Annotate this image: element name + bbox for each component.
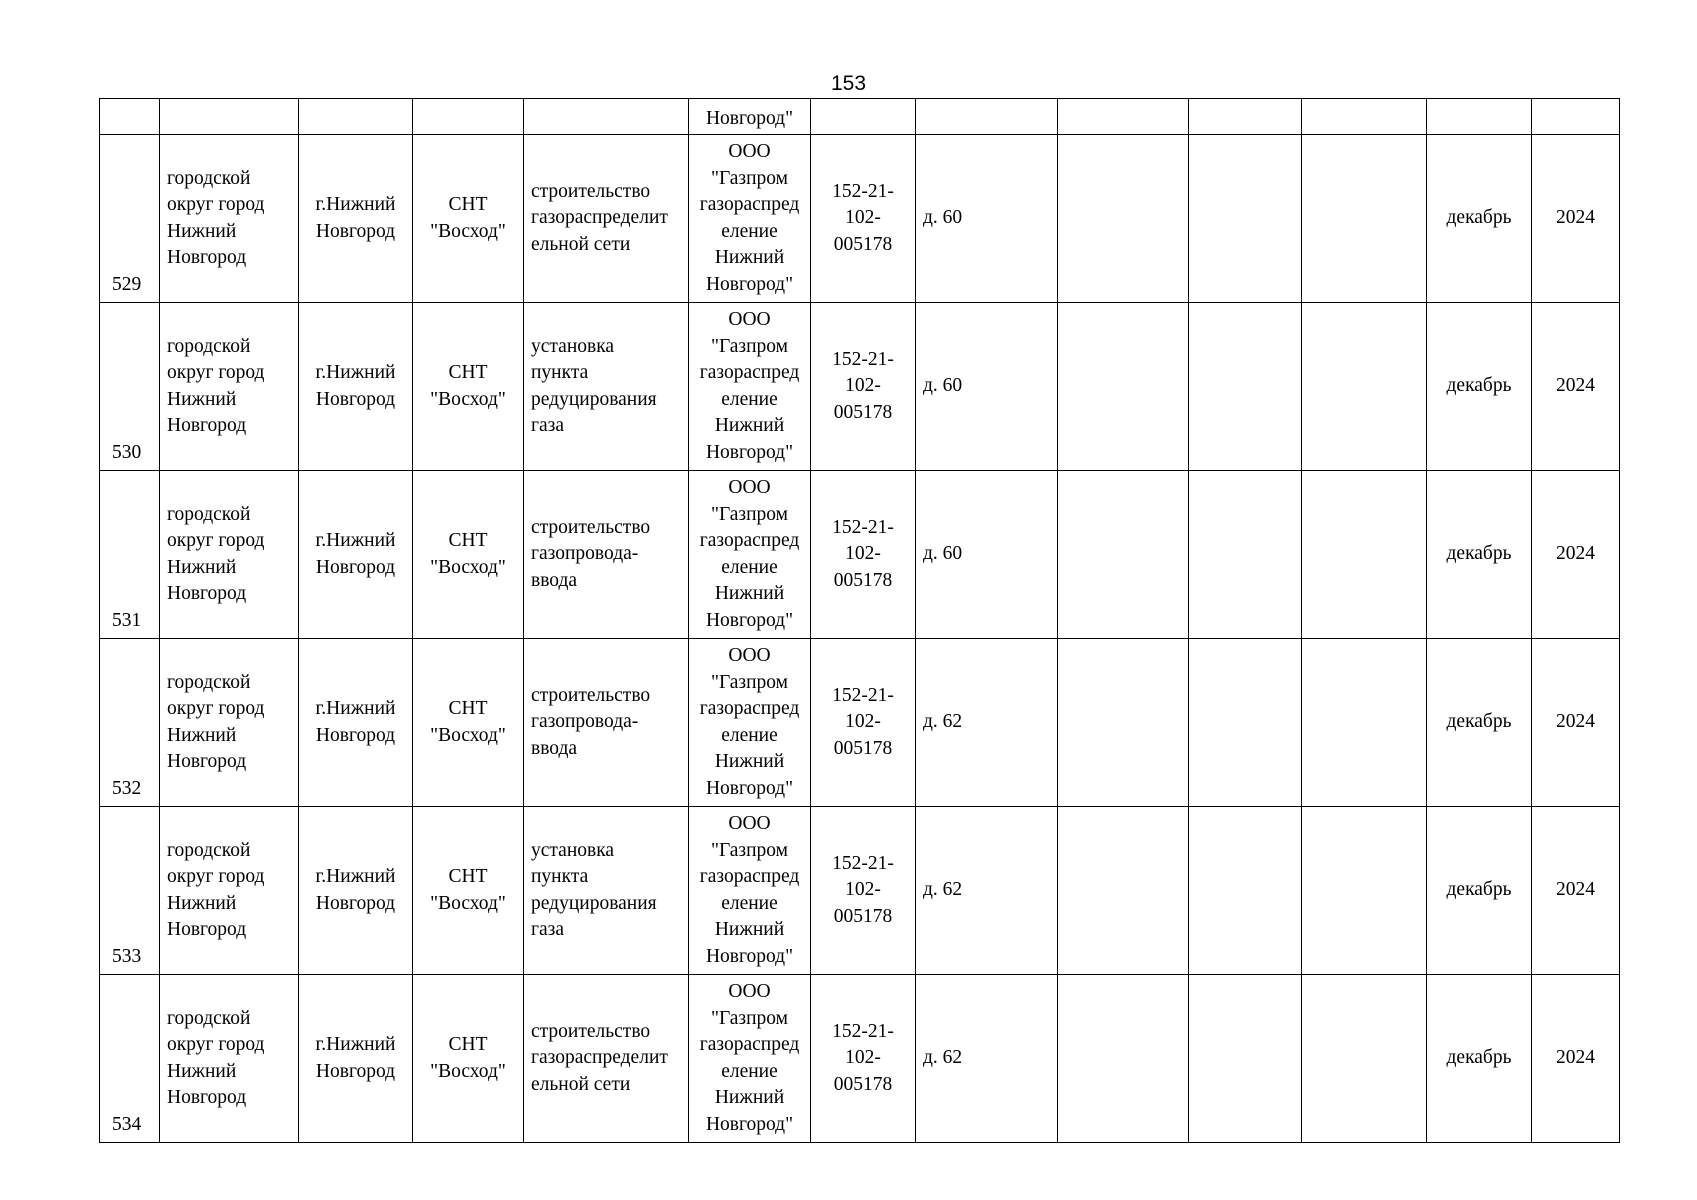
cell-line: газопровода- xyxy=(531,543,639,565)
cell-line: Новгород" xyxy=(705,609,794,631)
cell-line: строительство xyxy=(531,180,651,202)
cell-empty xyxy=(1058,975,1189,1143)
cell-line: Новгород xyxy=(167,415,247,436)
cell-line: газораспред xyxy=(699,362,800,383)
cell-line: СНТ xyxy=(448,698,488,719)
month-cell: декабрь xyxy=(1427,303,1532,471)
cell-line: 005178 xyxy=(833,401,893,423)
cell-empty xyxy=(1189,303,1302,471)
work-type-cell xyxy=(524,807,689,975)
cell-line: Нижний xyxy=(167,220,237,242)
work-type-cell xyxy=(524,975,689,1143)
cell-line: ввода xyxy=(531,737,578,759)
cell-line: городской xyxy=(167,503,251,525)
cell-line: газораспред xyxy=(699,1034,800,1055)
cell-line: СНТ xyxy=(448,866,488,887)
cell-line: Новгород xyxy=(315,220,396,242)
settlement-cell xyxy=(413,975,524,1143)
cell-empty xyxy=(1058,807,1189,975)
cell-lines xyxy=(696,979,803,1138)
cell-lines xyxy=(818,683,908,763)
cell-line: газораспред xyxy=(699,698,800,719)
municipality-cell xyxy=(160,975,299,1143)
cell-empty xyxy=(1302,303,1427,471)
row-number: 533 xyxy=(100,807,160,975)
cell-line: еление xyxy=(721,724,778,746)
settlement-cell xyxy=(413,135,524,303)
house-cell: д. 60 xyxy=(916,135,1058,303)
cell-line: редуцирования xyxy=(531,388,657,410)
cell-lines xyxy=(531,515,681,595)
cell-line: ООО xyxy=(728,813,771,834)
cell-line: Нижний xyxy=(167,1060,237,1082)
cell-lines xyxy=(818,515,908,595)
organization-cell xyxy=(689,471,811,639)
cell-line: городской xyxy=(167,839,251,861)
cell-line: 005178 xyxy=(833,569,893,591)
cell-lines xyxy=(696,307,803,466)
cell-empty xyxy=(1058,99,1189,135)
year-cell: 2024 xyxy=(1532,135,1620,303)
cell-lines xyxy=(167,166,291,272)
cell-line: ООО xyxy=(728,141,771,162)
cell-line: СНТ xyxy=(448,530,488,551)
municipality-cell xyxy=(160,639,299,807)
cell-lines xyxy=(531,179,681,259)
table-row xyxy=(100,471,1620,639)
cell-empty xyxy=(1427,99,1532,135)
municipality-cell xyxy=(160,135,299,303)
cell-line: газа xyxy=(531,919,565,940)
cell-line: еление xyxy=(721,220,778,242)
cell-line: городской xyxy=(167,167,251,189)
cell-line: городской xyxy=(167,671,251,693)
cell-lines xyxy=(420,864,516,917)
locality-cell xyxy=(299,975,413,1143)
table-row xyxy=(100,303,1620,471)
table-row xyxy=(100,975,1620,1143)
cell-lines xyxy=(306,1032,405,1085)
cell-empty xyxy=(1302,639,1427,807)
cell-line: городской xyxy=(167,1007,251,1029)
cell-empty xyxy=(1058,135,1189,303)
cell-empty xyxy=(811,99,916,135)
cell-line: ООО xyxy=(728,309,771,330)
cell-line: округ город xyxy=(167,698,265,719)
cell-lines xyxy=(420,360,516,413)
house-cell: д. 60 xyxy=(916,303,1058,471)
cell-line: пункта xyxy=(531,362,589,383)
row-number: 530 xyxy=(100,303,160,471)
cell-empty xyxy=(1058,471,1189,639)
locality-cell xyxy=(299,471,413,639)
cell-empty xyxy=(1189,99,1302,135)
cell-empty xyxy=(1058,303,1189,471)
house-cell: д. 62 xyxy=(916,639,1058,807)
cell-lines xyxy=(696,475,803,634)
row-number: 532 xyxy=(100,639,160,807)
cell-lines xyxy=(167,334,291,440)
municipality-cell xyxy=(160,303,299,471)
cell-line: "Восход" xyxy=(430,892,506,914)
cell-line: Новгород xyxy=(315,892,396,914)
gasification-table xyxy=(99,98,1620,1143)
municipality-cell xyxy=(160,807,299,975)
cell-line: "Восход" xyxy=(430,388,506,410)
cell-lines xyxy=(167,838,291,944)
page-number: 153 xyxy=(830,72,867,95)
cell-line: округ город xyxy=(167,530,265,551)
cell-lines xyxy=(818,851,908,931)
locality-cell xyxy=(299,135,413,303)
cell-line: установка xyxy=(531,839,615,861)
cell-lines xyxy=(420,528,516,581)
cell-line: газораспределит xyxy=(531,207,668,229)
cell-lines xyxy=(696,139,803,298)
cell-line: Новгород xyxy=(315,1060,396,1082)
cell-line: Новгород xyxy=(167,247,247,268)
cell-lines xyxy=(531,334,681,440)
cell-line: 005178 xyxy=(833,905,893,927)
month-cell: декабрь xyxy=(1427,135,1532,303)
cell-line: 102- xyxy=(845,711,881,733)
cell-line: ООО xyxy=(728,477,771,498)
cell-line: газопровода- xyxy=(531,711,639,733)
cell-lines xyxy=(818,1019,908,1099)
cell-line: строительство xyxy=(531,1020,651,1042)
cell-empty xyxy=(160,99,299,135)
cell-lines xyxy=(818,347,908,427)
cell-line: еление xyxy=(721,1060,778,1082)
cell-lines xyxy=(306,528,405,581)
cell-line: г.Нижний xyxy=(315,530,396,551)
cell-lines xyxy=(420,1032,516,1085)
cell-line: "Газпром xyxy=(710,1007,788,1029)
cell-empty xyxy=(299,99,413,135)
cell-line: 152-21- xyxy=(832,852,894,874)
cell-line: Новгород xyxy=(315,388,396,410)
settlement-cell xyxy=(413,471,524,639)
cell-empty xyxy=(1532,99,1620,135)
cell-empty xyxy=(100,99,160,135)
cell-line: 102- xyxy=(845,375,881,397)
cell-line: г.Нижний xyxy=(315,866,396,887)
work-type-cell xyxy=(524,639,689,807)
cell-empty xyxy=(1058,639,1189,807)
cell-line: 152-21- xyxy=(832,180,894,202)
cell-line: 005178 xyxy=(833,1073,893,1095)
organization-continuation: Новгород" xyxy=(689,99,811,135)
cell-line: ельной сети xyxy=(531,1073,631,1095)
cell-line: 102- xyxy=(845,879,881,901)
cell-line: "Газпром xyxy=(710,839,788,861)
year-cell: 2024 xyxy=(1532,975,1620,1143)
cell-line: Новгород xyxy=(315,724,396,746)
cell-line: г.Нижний xyxy=(315,194,396,215)
work-type-cell xyxy=(524,135,689,303)
row-number: 534 xyxy=(100,975,160,1143)
cell-line: Новгород xyxy=(167,1087,247,1108)
cell-line: 102- xyxy=(845,207,881,229)
month-cell: декабрь xyxy=(1427,807,1532,975)
cell-line: еление xyxy=(721,388,778,410)
cell-empty xyxy=(1302,135,1427,303)
cell-line: Новгород" xyxy=(705,273,794,295)
cell-line: Новгород" xyxy=(705,945,794,967)
cell-line: Нижний xyxy=(167,724,237,746)
locality-cell xyxy=(299,639,413,807)
cell-line: Новгород" xyxy=(705,441,794,463)
cell-line: 152-21- xyxy=(832,1020,894,1042)
settlement-cell xyxy=(413,639,524,807)
cell-empty xyxy=(916,99,1058,135)
cell-empty xyxy=(1302,471,1427,639)
organization-cell xyxy=(689,135,811,303)
cell-line: СНТ xyxy=(448,362,488,383)
cell-lines xyxy=(167,1006,291,1112)
settlement-cell xyxy=(413,807,524,975)
month-cell: декабрь xyxy=(1427,639,1532,807)
house-cell: д. 62 xyxy=(916,807,1058,975)
month-cell: декабрь xyxy=(1427,471,1532,639)
row-number: 529 xyxy=(100,135,160,303)
cell-empty xyxy=(413,99,524,135)
cell-line: городской xyxy=(167,335,251,357)
cell-line: газораспред xyxy=(699,194,800,215)
cell-line: газораспред xyxy=(699,866,800,887)
organization-cell xyxy=(689,807,811,975)
work-type-cell xyxy=(524,303,689,471)
code-cell xyxy=(811,975,916,1143)
cell-line: СНТ xyxy=(448,194,488,215)
cell-line: 152-21- xyxy=(832,516,894,538)
month-cell: декабрь xyxy=(1427,975,1532,1143)
cell-line: округ город xyxy=(167,866,265,887)
cell-lines xyxy=(818,179,908,259)
cell-line: Новгород xyxy=(167,751,247,772)
cell-line: 005178 xyxy=(833,233,893,255)
cell-line: газа xyxy=(531,415,565,436)
cell-line: Нижний xyxy=(167,556,237,578)
cell-lines xyxy=(696,643,803,802)
cell-line: еление xyxy=(721,892,778,914)
table-row xyxy=(100,639,1620,807)
cell-line: Новгород xyxy=(167,583,247,604)
cell-line: Нижний xyxy=(714,583,785,604)
cell-line: СНТ xyxy=(448,1034,488,1055)
cell-lines xyxy=(167,670,291,776)
cell-line: еление xyxy=(721,556,778,578)
cell-line: Нижний xyxy=(167,892,237,914)
cell-empty xyxy=(1189,639,1302,807)
year-cell: 2024 xyxy=(1532,471,1620,639)
cell-empty xyxy=(1189,807,1302,975)
organization-cell xyxy=(689,975,811,1143)
cell-empty xyxy=(524,99,689,135)
cell-lines xyxy=(306,192,405,245)
cell-line: Нижний xyxy=(714,919,785,940)
cell-empty xyxy=(1189,471,1302,639)
cell-empty xyxy=(1302,807,1427,975)
cell-line: "Восход" xyxy=(430,220,506,242)
cell-empty xyxy=(1302,975,1427,1143)
work-type-cell xyxy=(524,471,689,639)
cell-line: строительство xyxy=(531,684,651,706)
cell-line: "Газпром xyxy=(710,671,788,693)
continuation-row xyxy=(100,99,1620,135)
cell-line: ельной сети xyxy=(531,233,631,255)
cell-lines xyxy=(420,192,516,245)
locality-cell xyxy=(299,303,413,471)
code-cell xyxy=(811,303,916,471)
house-cell: д. 60 xyxy=(916,471,1058,639)
locality-cell xyxy=(299,807,413,975)
cell-lines xyxy=(531,838,681,944)
cell-line: Нижний xyxy=(714,415,785,436)
cell-line: ввода xyxy=(531,569,578,591)
cell-lines xyxy=(167,502,291,608)
cell-line: "Восход" xyxy=(430,1060,506,1082)
year-cell: 2024 xyxy=(1532,303,1620,471)
code-cell xyxy=(811,135,916,303)
municipality-cell xyxy=(160,471,299,639)
cell-line: г.Нижний xyxy=(315,1034,396,1055)
cell-line: округ город xyxy=(167,194,265,215)
cell-line: округ город xyxy=(167,1034,265,1055)
cell-line: Новгород xyxy=(315,556,396,578)
cell-line: округ город xyxy=(167,362,265,383)
cell-line: газораспределит xyxy=(531,1047,668,1069)
cell-line: 152-21- xyxy=(832,684,894,706)
cell-line: "Газпром xyxy=(710,167,788,189)
cell-lines xyxy=(531,1019,681,1099)
cell-line: 152-21- xyxy=(832,348,894,370)
organization-cell xyxy=(689,639,811,807)
cell-line: г.Нижний xyxy=(315,362,396,383)
cell-lines xyxy=(306,360,405,413)
cell-line: редуцирования xyxy=(531,892,657,914)
cell-line: "Газпром xyxy=(710,503,788,525)
table-body xyxy=(100,99,1620,1143)
cell-line: Новгород xyxy=(167,919,247,940)
cell-line: Новгород" xyxy=(705,777,794,799)
cell-line: "Восход" xyxy=(430,724,506,746)
cell-line: г.Нижний xyxy=(315,698,396,719)
cell-line: ООО xyxy=(728,645,771,666)
row-number: 531 xyxy=(100,471,160,639)
code-cell xyxy=(811,471,916,639)
table-row xyxy=(100,135,1620,303)
settlement-cell xyxy=(413,303,524,471)
cell-line: Нижний xyxy=(714,247,785,268)
cell-line: 005178 xyxy=(833,737,893,759)
organization-cell xyxy=(689,303,811,471)
cell-lines xyxy=(696,811,803,970)
house-cell: д. 62 xyxy=(916,975,1058,1143)
cell-empty xyxy=(1189,135,1302,303)
cell-lines xyxy=(420,696,516,749)
code-cell xyxy=(811,639,916,807)
cell-lines xyxy=(531,683,681,763)
cell-line: Нижний xyxy=(167,388,237,410)
year-cell: 2024 xyxy=(1532,639,1620,807)
year-cell: 2024 xyxy=(1532,807,1620,975)
cell-line: Нижний xyxy=(714,751,785,772)
cell-lines xyxy=(306,696,405,749)
cell-line: Нижний xyxy=(714,1087,785,1108)
cell-line: строительство xyxy=(531,516,651,538)
cell-line: 102- xyxy=(845,1047,881,1069)
cell-line: газораспред xyxy=(699,530,800,551)
cell-line: пункта xyxy=(531,866,589,887)
table-row xyxy=(100,807,1620,975)
cell-line: "Газпром xyxy=(710,335,788,357)
code-cell xyxy=(811,807,916,975)
cell-line: 102- xyxy=(845,543,881,565)
cell-lines xyxy=(306,864,405,917)
cell-empty xyxy=(1189,975,1302,1143)
cell-line: Новгород" xyxy=(705,1113,794,1135)
cell-line: "Восход" xyxy=(430,556,506,578)
cell-line: ООО xyxy=(728,981,771,1002)
cell-empty xyxy=(1302,99,1427,135)
cell-line: установка xyxy=(531,335,615,357)
